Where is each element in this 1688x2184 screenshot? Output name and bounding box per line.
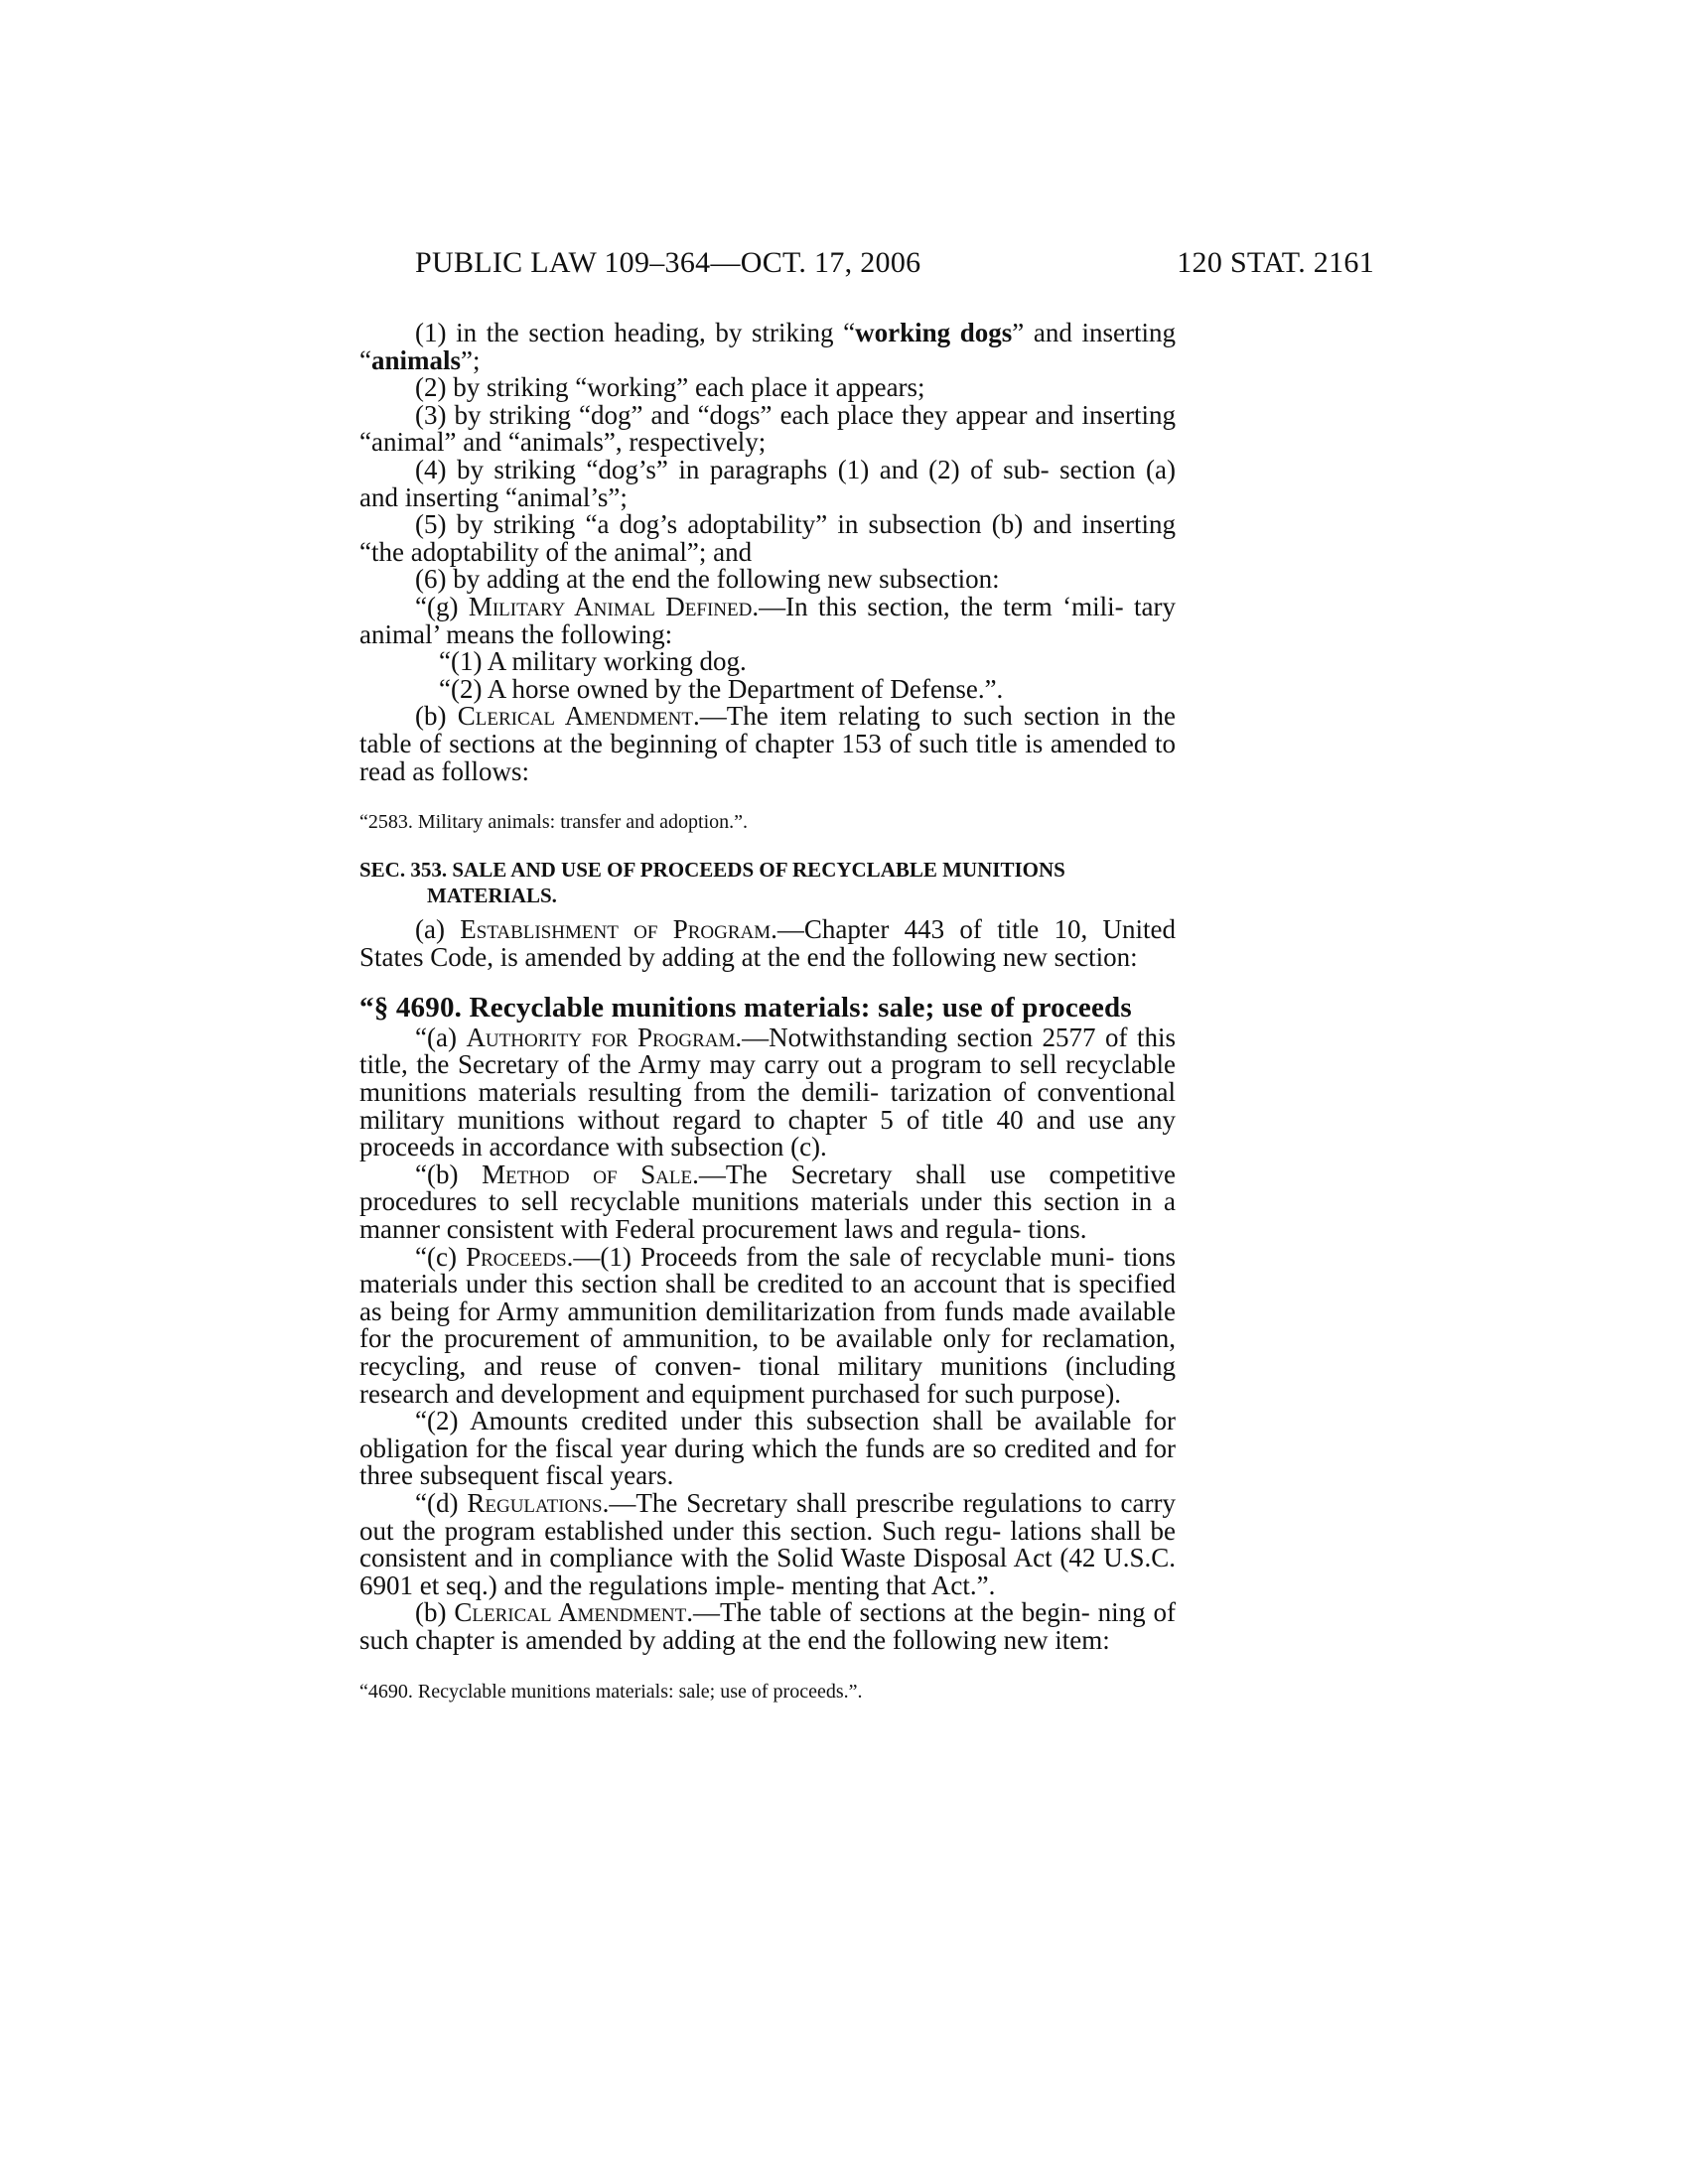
table-item-2583: “2583. Military animals: transfer and adoption.”. [359,811,749,834]
clerical-amendment-2 [359,1599,1176,1654]
amendment-paragraph-2: (2) by striking “working” each place it appears; [415,372,925,403]
para1-bold-animals: animals [370,344,462,375]
sub-d-prefix: “(d) [415,1487,468,1518]
clerical2-prefix: (b) [415,1597,455,1628]
subsection-d-regulations [359,1487,1177,1600]
sub-b-prefix: “(b) [415,1159,483,1189]
para1-text-c: ”; [461,344,481,375]
subsection-g-heading: Military Animal Defined [468,591,753,621]
amendment-paragraph-5: (5) by striking “a dog’s adoptability” in subsection (b) and inserting “the adoptability of the animal”; and [359,509,1176,567]
sub-d-heading: Regulations [467,1487,603,1518]
subsection-b-method-of-sale [359,1161,1176,1244]
section-353-heading-line1: SEC. 353. SALE AND USE OF PROCEEDS OF RECYCLABLE MUNITIONS [359,858,1065,883]
sub-d-text: .—The Secretary shall prescribe regulations to carry out the program established under this section. Such regu- lations shall be consistent and in compliance with the Solid Waste Disposal Act (42 U.S.C. 6901 et seq.) and the regulations imple- menting that Act.”. [359,1487,1177,1600]
section-353-heading-line2: MATERIALS. [427,884,557,908]
sub-a-text: .—Notwithstanding section 2577 of this title, the Secretary of the Army may carry out a program to sell recyclable munitions materials resulting from the demili- tarization of conventional military munitions without regard to chapter 5 of title 40 and use any proceeds in accordance with subsection (c). [359,1022,1177,1162]
sub-a-prefix: “(a) [415,1022,467,1052]
amendment-paragraph-4: (4) by striking “dog’s” in paragraphs (1) and (2) of sub- section (a) and inserting “animal’s”; [359,454,1176,512]
sub-b-text: .—The Secretary shall use competitive procedures to sell recyclable munitions materials under this section in a manner consistent with Federal procurement laws and regula- tions. [359,1159,1177,1245]
sub-b-heading: Method of Sale [482,1159,693,1189]
table-item-4690: “4690. Recyclable munitions materials: sale; use of proceeds.”. [359,1680,863,1703]
subsection-c-paragraph-2: “(2) Amounts credited under this subsection shall be available for obligation for the fiscal year during which the funds are so credited and for three subsequent fiscal years. [359,1406,1176,1491]
establishment-of-program [359,916,1176,971]
document-body [359,320,1176,1705]
clerical1-heading: Clerical Amendment [457,701,694,732]
sub-a-heading: Authority for Program [466,1022,736,1052]
clerical1-text: .—The item relating to such section in the table of sections at the beginning of chapter 153 of such title is amended to read as follows: [359,701,1176,786]
clerical2-text: .—The table of sections at the begin- ning of such chapter is amended by adding at the end the following new item: [359,1597,1176,1655]
est-prefix: (a) [415,914,461,945]
amendment-paragraph-6: (6) by adding at the end the following new subsection: [415,564,1000,595]
subsection-g-item-2: “(2) A horse owned by the Department of Defense.”. [439,673,1004,704]
subsection-g-text: .—In this section, the term ‘mili- tary animal’ means the following: [359,591,1176,649]
para1-bold-working-dogs: working dogs [855,318,1013,347]
amendment-paragraph-1 [359,320,1176,374]
sub-c-heading: Proceeds [466,1241,567,1272]
sub-c-text: .—(1) Proceeds from the sale of recyclable muni- tions materials under this section shall be credited to an account that is specified as being for Army ammunition demilitarization from funds made available for the procurement of ammunition, to be available only for reclamation, recycling, and reuse of conven- tional military munitions (including research and development and equipment purchased for such purpose). [359,1241,1177,1409]
clerical2-heading: Clerical Amendment [454,1597,687,1628]
para1-text-a: (1) in the section heading, by striking “ [415,318,856,347]
clerical1-prefix: (b) [415,701,458,732]
subsection-g [359,591,1176,649]
sub-c-prefix: “(c) [415,1241,467,1272]
statute-page-number: 120 STAT. 2161 [1177,246,1374,279]
public-law-citation: PUBLIC LAW 109–364—OCT. 17, 2006 [415,246,921,279]
subsection-g-prefix: “(g) [415,591,469,621]
section-353-heading [359,857,1176,908]
subsection-g-item-1: “(1) A military working dog. [439,646,747,677]
section-4690-title: “§ 4690. Recyclable munitions materials: sale; use of proceeds [359,992,1132,1024]
clerical-amendment-1 [359,703,1176,785]
amendment-paragraph-3: (3) by striking “dog” and “dogs” each place they appear and inserting “animal” and “animals”, respectively; [359,399,1176,458]
page-header [357,246,1374,290]
est-heading: Establishment of Program [460,914,772,945]
para1-text-b: ” and inserting “ [359,318,1177,375]
est-text: .—Chapter 443 of title 10, United States Code, is amended by adding at the end the following new section: [359,914,1177,972]
subsection-a-authority [359,1024,1176,1161]
subsection-c-proceeds [359,1241,1177,1409]
